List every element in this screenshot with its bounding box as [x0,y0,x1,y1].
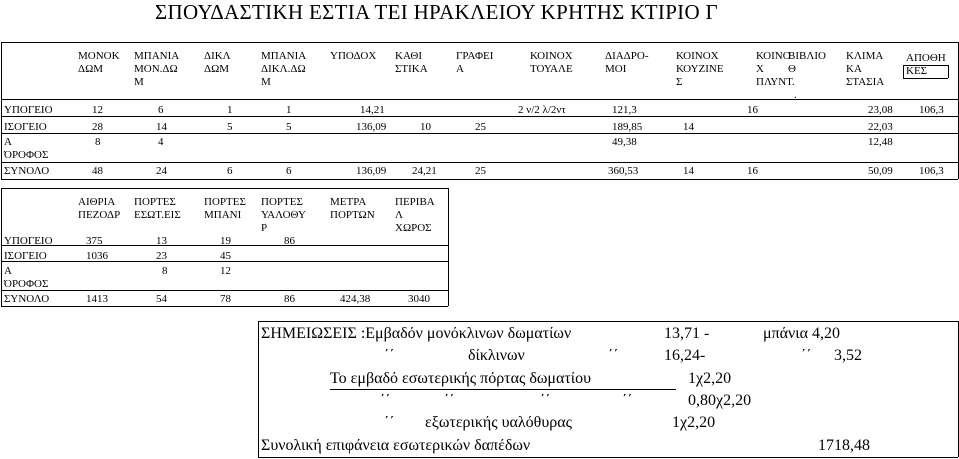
cell: 136,09 [356,121,387,133]
row-label: ΥΠΟΓΕΙΟ [4,235,53,247]
cell: 86 [284,293,295,305]
notes-line-5-value: 1χ2,20 [672,414,716,431]
header-diklina: ΔΙΚΛ ΔΩΜ [204,50,231,75]
cell: 14 [683,165,694,177]
cell: 8 [162,265,168,277]
header-vivliothiki: ΒΙΒΛΙΟ Θ [788,50,826,75]
ditto-mark: ΄΄ [540,392,551,409]
cell: 1 [286,104,292,116]
cell: 1413 [86,293,108,305]
header-kathistika: ΚΑΘΙ ΣΤΙΚΑ [395,50,428,75]
cell: 12 [92,104,103,116]
cell: 22,03 [868,121,893,133]
cell: 6 [286,165,292,177]
apothikes-box-left [903,65,904,78]
cell: 375 [86,235,103,247]
header-portes-mpanio: ΠΟΡΤΕΣ ΜΠΑΝΙ [204,196,246,221]
table2-top-border [1,188,448,189]
cell: 48 [92,165,103,177]
row-label: Α ΌΡΟΦΟΣ [4,136,49,161]
cell: 12,48 [868,136,893,148]
header-diadromoi: ΔΙΑΔΡΟ- ΜΟΙ [605,50,649,75]
table1-left-border [1,42,2,179]
cell: 86 [284,235,295,247]
cell: 121,3 [612,104,637,116]
cell: 45 [220,250,231,262]
cell: 4 [158,136,164,148]
cell: 1 [227,104,233,116]
header-klimatostasia: ΚΛΙΜΑ ΚΑ ΣΤΑΣΙΑ [846,50,885,88]
header-perivallon: ΠΕΡΙΒΑ Λ ΧΩΡΟΣ [395,196,435,234]
row-label: ΥΠΟΓΕΙΟ [4,104,53,116]
cell: 2 ν/2 λ/2ντ [518,104,566,116]
notes-left-border [258,321,259,457]
row-label: ΣΥΝΟΛΟ [4,293,50,305]
table1-row-line [1,116,958,117]
ditto-mark: ΄΄ [444,392,455,409]
notes-line-3: Το εμβαδό εσωτερικής πόρτας δωματίου [330,370,592,387]
ditto-mark: ΄΄ [622,392,633,409]
notes-line-4-value: 0,80χ2,20 [688,392,752,409]
notes-line-2: δίκλινων [468,347,525,364]
cell: 49,38 [612,136,637,148]
cell: 13 [156,235,167,247]
cell: 23 [156,250,167,262]
cell: 25 [475,165,486,177]
cell: 6 [227,165,233,177]
cell: 10 [420,121,431,133]
header-mpania-mono: ΜΠΑΝΙΑ ΜΟΝ.ΔΩ Μ [134,50,180,88]
table2-bottom-border [1,306,448,307]
cell: 360,53 [608,165,639,177]
cell: 54 [156,293,167,305]
notes-line-5: εξωτερικής υαλόθυρας [425,414,572,431]
header-dot: . [794,89,797,101]
ditto-mark: ΄΄ [384,347,395,364]
header-grafeia: ΓΡΑΦΕΙ Α [456,50,494,75]
header-monoklina: ΜΟΝΟΚ ΔΩΜ [78,50,120,75]
cell: 106,3 [919,104,944,116]
cell: 16 [747,104,758,116]
cell: 24,21 [412,165,437,177]
header-metra-porton: ΜΕΤΡΑ ΠΟΡΤΩΝ [330,196,375,221]
table1-bottom-border [1,179,958,180]
header-aithria: ΑΙΘΡΙΑ ΠΕΖΟΔΡ [78,196,121,221]
row-label: Α ΌΡΟΦΟΣ [4,265,49,290]
row-label: ΙΣΟΓΕΙΟ [4,121,47,133]
cell: 78 [220,293,231,305]
header-portes-yalothyr: ΠΟΡΤΕΣ ΥΑΛΟΘΥ Ρ [261,196,306,234]
notes-line-2-value: 16,24- [664,347,706,364]
row-label: ΣΥΝΟΛΟ [4,165,50,177]
ditto-mark: ΄΄ [608,347,619,364]
cell: 19 [220,235,231,247]
cell: 24 [156,165,167,177]
page-title: ΣΠΟΥΔΑΣΤΙΚΗ ΕΣΤΙΑ ΤΕΙ ΗΡΑΚΛΕΙΟΥ ΚΡΗΤΗΣ ΚΤΙΡΙΟ Γ [155,0,718,24]
header-mpania-dikl: ΜΠΑΝΙΑ ΔΙΚΛ.ΔΩ Μ [261,50,307,88]
cell: 16 [747,165,758,177]
cell: 23,08 [868,104,893,116]
ditto-mark: ΄΄ [380,392,391,409]
notes-underline [330,389,676,390]
cell: 14 [156,121,167,133]
cell: 50,09 [868,165,893,177]
notes-line-6-value: 1718,48 [818,437,870,454]
table1-row-line [1,162,958,163]
apothikes-box-bottom [903,78,948,79]
cell: 12 [220,265,231,277]
cell: 424,38 [340,293,371,305]
notes-line-6: Συνολική επιφάνεια εσωτερικών δαπέδων [261,437,531,454]
cell: 136,09 [356,165,387,177]
cell: 1036 [86,250,108,262]
cell: 25 [475,121,486,133]
header-koinoxr-kouzines: ΚΟΙΝΟΧ ΚΟΥΖΙΝΕ Σ [676,50,724,88]
notes-line-1: ΣΗΜΕΙΩΣΕΙΣ :Εμβαδόν μονόκλινων δωματίων [261,325,572,342]
cell: 14 [683,121,694,133]
cell: 5 [227,121,233,133]
notes-line-1-baths: μπάνια 4,20 [763,325,840,342]
table1-row-line [1,99,958,100]
cell: 14,21 [360,104,385,116]
header-koinoxr-toualetes: ΚΟΙΝΟΧ ΤΟΥΑΛΕ [530,50,573,75]
cell: 189,85 [612,121,643,133]
cell: 6 [158,104,164,116]
apothikes-box-right [948,65,949,78]
header-apothikes: ΑΠΟΘΗ ΚΕΣ [906,52,946,77]
cell: 28 [92,121,103,133]
cell: 3040 [408,293,430,305]
notes-line-1-value: 13,71 - [664,325,710,342]
notes-bottom-border [258,457,958,458]
ditto-mark: ΄΄ [801,347,812,364]
row-label: ΙΣΟΓΕΙΟ [4,250,47,262]
cell: 8 [95,136,101,148]
table2-left-border [1,188,2,306]
notes-line-3-value: 1χ2,20 [688,370,732,387]
table1-top-border [1,42,958,43]
cell: 106,3 [919,165,944,177]
header-portes-esot: ΠΟΡΤΕΣ ΕΣΩΤ.ΕΙΣ [134,196,181,221]
notes-line-2-baths: 3,52 [834,347,862,364]
cell: 5 [286,121,292,133]
header-koinoxr-plyntiria: ΚΟΙΝΟ Χ ΠΛΥΝΤ. [756,50,795,88]
ditto-mark: ΄΄ [384,414,395,431]
table2-right-border [448,188,449,306]
table2-row-line [1,290,448,291]
notes-top-border [258,321,958,322]
header-ypodoxi: ΥΠΟΔΟΧ [330,50,377,62]
